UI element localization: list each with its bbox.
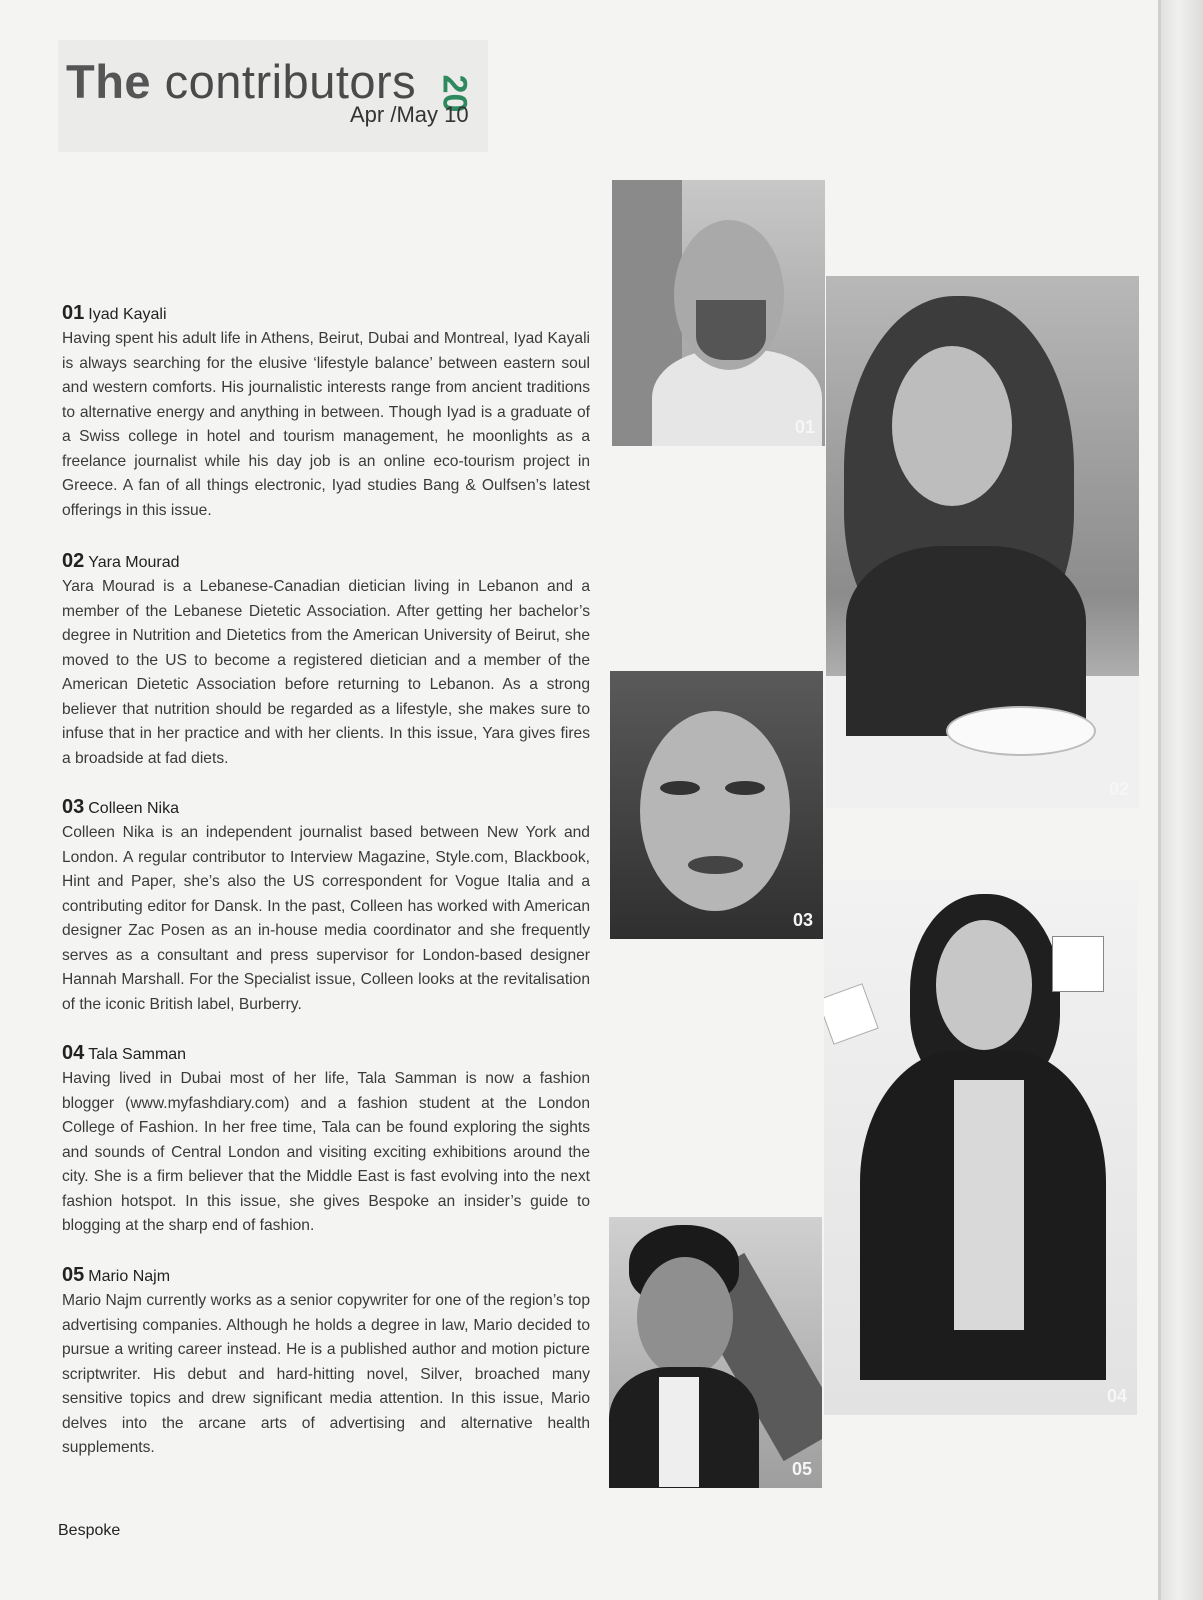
contributor-photo	[612, 180, 825, 446]
contributor-number: 01	[62, 302, 85, 324]
contributor-entry	[62, 796, 590, 1017]
contributor-bio: Mario Najm currently works as a senior copywriter for one of the region’s top advertising companies. Although he holds a degree in law, Mario decided to pursue a writing career instead. He is a published author and motion picture scriptwriter. His debut and hard-hitting novel, Silver, broached many sensitive topics and drew significant media attention. In this issue, Mario delves into the arcane arts of advertising and alternative health supplements.	[62, 1292, 590, 1456]
photo-label: 04	[1106, 1386, 1127, 1406]
contributor-bio: Colleen Nika is an independent journalist based between New York and London. A regular contributor to Interview Magazine, Style.com, Blackbook, Hint and Paper, she’s also the US correspondent for Vogue Italia and a contributing editor for Dansk. In the past, Colleen has worked with American designer Zac Posen as an in-house media coordinator and she frequently serves as a consultant and press supervisor for London-based designer Hannah Marshall. For the Specialist issue, Colleen looks at the revitalisation of the iconic British label, Burberry.	[62, 824, 590, 1013]
contributor-number: 03	[62, 796, 85, 818]
contributor-photo	[824, 880, 1137, 1415]
contributor-name: Yara Mourad	[88, 554, 180, 571]
contributor-name: Tala Samman	[88, 1046, 187, 1063]
page-title	[66, 54, 416, 109]
contributor-entry	[62, 1264, 590, 1461]
issue-date: Apr /May 10	[350, 102, 469, 127]
contributor-photo	[610, 671, 823, 939]
page-edge	[1161, 0, 1203, 1600]
contributor-entry	[62, 302, 590, 523]
title-rest: contributors	[151, 55, 417, 108]
photo-label: 05	[791, 1459, 812, 1479]
photo-label: 02	[1108, 779, 1129, 799]
contributor-heading	[62, 796, 590, 819]
contributor-number: 05	[62, 1264, 85, 1286]
contributor-entry	[62, 1042, 590, 1239]
contributor-heading	[62, 302, 590, 325]
publication-footer: Bespoke	[58, 1522, 121, 1539]
contributor-photo	[826, 276, 1139, 808]
contributor-name: Mario Najm	[88, 1268, 171, 1285]
page-gutter	[1158, 0, 1161, 1600]
contributor-number: 04	[62, 1042, 85, 1064]
contributor-bio: Having spent his adult life in Athens, Beirut, Dubai and Montreal, Iyad Kayali is always searching for the elusive ‘lifestyle balance’ between eastern soul and western comforts. His journalistic interests range from ancient traditions to alternative energy and anything in between. Though Iyad is a graduate of a Swiss college in hotel and tourism management, he moonlights as a freelance journalist while his day job is an online eco-tourism project in Greece. A fan of all things electronic, Iyad studies Bang & Oulfsen’s latest offerings in this issue.	[62, 330, 590, 519]
contributor-number: 02	[62, 550, 85, 572]
contributor-photo	[609, 1217, 822, 1488]
photo-label: 03	[792, 910, 813, 930]
issue-number: 20	[435, 74, 474, 113]
contributor-name: Colleen Nika	[88, 800, 179, 817]
contributor-entry	[62, 550, 590, 771]
contributor-bio: Having lived in Dubai most of her life, Tala Samman is now a fashion blogger (www.myfashdiary.com) and a fashion student at the London College of Fashion. In her free time, Tala can be found exploring the sights and sounds of Central London and visiting exciting exhibitions around the city. She is a firm believer that the Middle East is fast evolving into the next fashion hotspot. In this issue, she gives Bespoke an insider’s guide to blogging at the sharp end of fashion.	[62, 1070, 590, 1234]
contributor-bio: Yara Mourad is a Lebanese-Canadian dietician living in Lebanon and a member of the Lebanese Dietetic Association. After getting her bachelor’s degree in Nutrition and Dietetics from the American University of Beirut, she moved to the US to become a registered dietician and a member of the American Dietetic Association before returning to Lebanon. As a strong believer that nutrition should be regarded as a lifestyle, she makes sure to infuse that in her practice and with her clients. In this issue, Yara gives fires a broadside at fad diets.	[62, 578, 590, 767]
contributor-heading	[62, 1042, 590, 1065]
photo-label: 01	[794, 417, 815, 437]
contributor-heading	[62, 550, 590, 573]
title-bold: The	[66, 55, 152, 108]
contributor-name: Iyad Kayali	[88, 306, 167, 323]
contributor-heading	[62, 1264, 590, 1287]
